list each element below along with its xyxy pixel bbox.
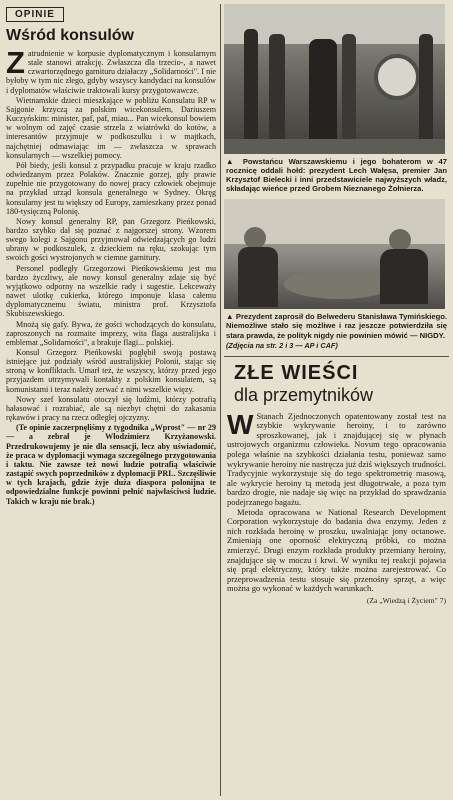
photo-caption: ▲ Prezydent zaprosił do Belwederu Stanisława Tymińskiego. Niemożliwe stało się możliwe i raz jeszcze potwierdziła się stara prawda, że polityk nigdy nie powinien mówić — NIGDY.: [226, 312, 447, 340]
column-divider: [220, 4, 221, 796]
opinion-column: [4, 4, 218, 796]
paragraph: Konsul Grzegorz Pieńkowski pogłębił swoją postawą istniejące już podziały wśród australijskiej Polonii, stając się stroną w konfliktach. Umarł też, że wszyscy, którzy przed jego przyjazdem utrzymywali kontakty z polskim konsulatem, są komunistami i teraz należy zerwać z nimi wszelkie więzy.: [6, 348, 216, 394]
paragraph: Nowy szef konsulatu otoczył się ludźmi, którzy potrafią hałasować i rozrabiać, ale są niezbyt chętni do zakasania rękawów i pracy na rzecz odległej ojczyzny.: [6, 394, 216, 423]
paragraph: Mnożą się gafy. Bywa, że gości wchodzących do konsulatu, zaproszonych na rozmaite imprezy, wita flaga australijska i emblemat „Solidarności", a brakuje flagi... polskiej.: [6, 319, 216, 347]
paragraph: Zatrudnienie w korpusie dyplomatycznym i konsularnym stale stanowi atrakcję. Zwłaszcza dla trzecio-, a nawet czwartorzędnego garnituru działaczy „Solidarności". I nie byłoby w tym nic złego, gdyby wszyscy kandydaci na konsulów i dyplomatów właściwie traktowali kursy przygotowawcze.: [6, 45, 216, 95]
editorial-note: (Te opinie zaczerpnęliśmy z tygodnika „Wprost" — nr 29 — a zebrał je Włodzimierz Krzyżanowski. Przedrukowujemy je nie dla sensacji, lecz aby uświadomić, że praca w dyplomacji wymaga szczególnego przygotowania i taktu. Nie zawsze też nowi ludzie potrafią właściwie zastąpić swych poprzedników z dyplomacji PRL. Szczęśliwie w tych krajach, gdzie żyje duża diaspora polonijna te odpowiedzialne funkcje powinni pełnić najwłaściwsi ludzie. Takich w kraju nie brak.): [6, 423, 216, 506]
article-headline: Wśród konsulów: [6, 27, 134, 44]
article-body: [4, 45, 218, 506]
news-headline: ZŁE WIEŚCI: [234, 361, 359, 384]
section-label: OPINIE: [6, 7, 64, 22]
paragraph: Nowy konsul generalny RP, pan Grzegorz Pieńkowski, bardzo szybko dał się poznać z najgorszej strony. Wzorem swego kolegi z Sajgonu przyjmował odwiedzających go ludzi ubrany w podkoszulek, z dzieckiem na ręku, szokując tym swoich gości wystrojonych w ciemne garnitury.: [6, 216, 216, 263]
drop-cap: W: [227, 408, 254, 440]
news-column: [224, 4, 449, 796]
paragraph: Metoda opracowana w National Research Development Corporation wykorzystuje do badania dwa enzymy. Jeden z nich rozkłada heroinę w proszku, uwalniając jony octanowe. Zmieniają one oporność elektryczną próbki, co można zmierzyć. Drugi enzym rozkłada produkty przemiany heroiny, znajdujące się w moczu i krwi. W wyniku tej reakcji pojawia się prąd elektryczny, który także można zarejestrować. Co przeprowadzenia testu stosuje się przenośny sprzęt, a więc można go wykonać w każdych warunkach.: [227, 506, 446, 594]
source-note: (Za „Wiedzą i Życiem" 7): [366, 595, 446, 605]
news-body: [224, 408, 449, 594]
meeting-photo: [224, 199, 445, 309]
photo-credit: (Zdjęcia na str. 2 i 3 — AP i CAF): [226, 340, 338, 350]
section-rule: [224, 356, 449, 357]
paragraph: Pół biedy, jeśli konsul z przypadku pracuje w kraju rzadko odwiedzanym przez Polaków. Znacznie gorzej, gdy prawie zupełnie nie przygotowany do nowej pracy człowiek obejmuje na przykład urząd konsula generalnego w Sydney. Okręg konsularny jest tu większy od Europy, zamieszkany przez ponad 180-tysięczną Polonię.: [6, 160, 216, 216]
news-subheadline: dla przemytników: [234, 384, 374, 405]
paragraph: Wietnamskie dzieci mieszkające w pobliżu Konsulatu RP w Sajgonie krzyczą za polskim wicekonsulem, Dariuszem Kuczyńskim: minister, paf, paf, miau... Pan wicekonsul bowiem w wolnym od zajęć czasie strzela z wiatrówki do kotów, a interesantów przyjmuje w podkoszulku i w majtkach, najchętniej odmawiając im — zwłaszcza w sprawach konsularnych — wszelkiej pomocy.: [6, 95, 216, 160]
photo-caption: ▲ Powstańcu Warszawskiemu i jego bohaterom w 47 rocznicę oddali hołd: prezydent Lech Wałęsa, premier Jan Krzysztof Bielecki i inni przedstawiciele najwyższych władz, składając wieńce przed Grobem Nieznanego Żołnierza.: [226, 157, 447, 194]
paragraph: Personel podległy Grzegorzowi Pieńkowskiemu jest mu bardzo życzliwy, ale nowy konsul generalny zdaje się być wyjątkowo odporny na wszelkie rady i sugestie. Lekceważy nawet ulotkę cukierka, którego imponuje klasa całemu dyplomatycznemu światu, ministra prof. Krzysztofa Skubiszewskiego.: [6, 263, 216, 319]
drop-cap: Z: [6, 45, 25, 80]
wreath-ceremony-photo: [224, 4, 445, 154]
paragraph: W Stanach Zjednoczonych opatentowany został test na szybkie wykrywanie heroiny, i to zarówno sproszkowanej, jak i znajdującej się w płynach ustrojowych organizmu człowieka. Novum tego opracowania polega właśnie na szybkości działania testu, ponieważ samo wykrywanie heroiny nie nastręcza już dziś większych trudności. Tradycyjnie wykorzystuje się do tego spektrometrię masową, ale wykrycie heroiny tą metodą jest długotrwałe, a poza tym bardzo drogie, nie nadaje się więc na przykład do sprawdzania podejrzanego bagażu.: [227, 408, 446, 507]
